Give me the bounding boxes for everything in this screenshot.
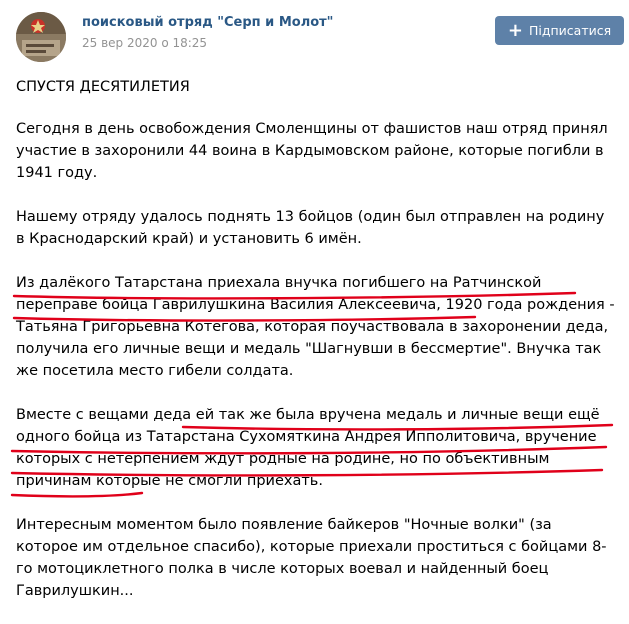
post-paragraph: Вместе с вещами деда ей так же была вручена медаль и личные вещи ещё одного бойца из Татарстана Сухомяткина Андрея Ипполитовича, вручение которых с нетерпением ждут родные на родине, но по объективным причинам которые не смогли приехать.	[16, 407, 600, 489]
post-paragraph: Нашему отряду удалось поднять 13 бойцов (один был отправлен на родину в Краснодарский край) и установить 6 имён.	[16, 209, 605, 247]
subscribe-button[interactable]	[495, 16, 624, 45]
post-title: СПУСТЯ ДЕСЯТИЛЕТИЯ	[16, 79, 190, 95]
group-avatar[interactable]	[16, 12, 66, 62]
post-paragraph: Интересным моментом было появление байкеров "Ночные волки" (за которое им отдельное спасибо), которые приехали проститься с бойцами 8-го мотоциклетного полка в числе которых воевал и найденный боец Гаврилушкин...	[16, 517, 607, 599]
post-paragraph: Сегодня в день освобождения Смоленщины от фашистов наш отряд принял участие в захоронили 44 воина в Кардымовском районе, которые погибли в 1941 году.	[16, 121, 608, 181]
post-header	[0, 0, 629, 66]
avatar-image	[16, 12, 66, 62]
post-paragraph: Из далёкого Татарстана приехала внучка погибшего на Ратчинской переправе бойца Гаврилушкина Василия Алексеевича, 1920 года рождения - Татьяна Григорьевна Котегова, которая поучаствовала в захоронении деда, получила его личные вещи и медаль "Шагнувши в бессмертие". Внучка так же посетила место гибели солдата.	[16, 275, 615, 379]
plus-icon: +	[507, 19, 523, 41]
post-date[interactable]: 25 вер 2020 о 18:25	[82, 36, 208, 50]
post-text	[16, 76, 616, 624]
group-name-link[interactable]: поисковый отряд "Серп и Молот"	[82, 15, 334, 30]
subscribe-label: Підписатися	[528, 23, 612, 38]
